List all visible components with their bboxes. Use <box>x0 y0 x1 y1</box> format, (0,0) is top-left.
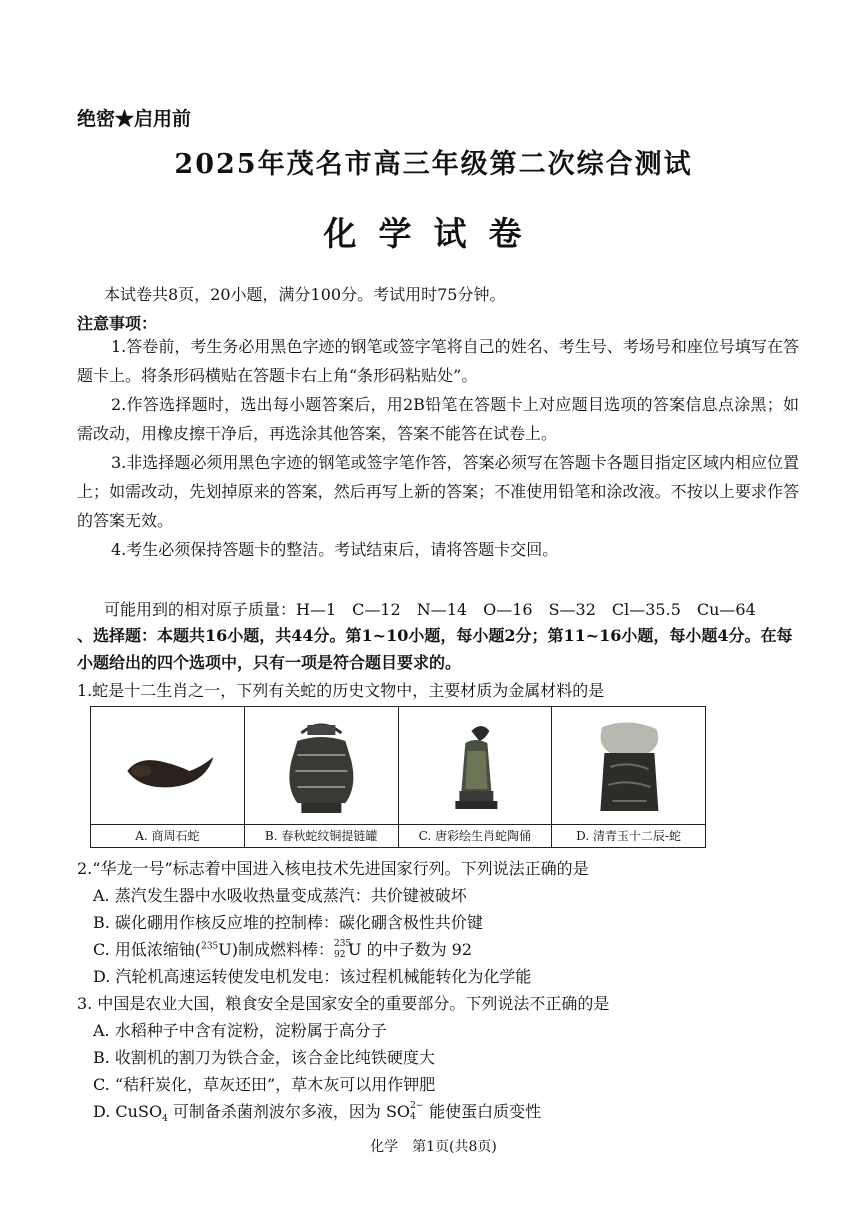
question-3-option-c: C. “秸秆炭化，草灰还田”，草木灰可以用作钾肥 <box>93 1075 436 1094</box>
atomic-masses: 可能用到的相对原子质量：H—1 C—12 N—14 O—16 S—32 Cl—35.5 Cu—64 <box>104 600 756 619</box>
question-3-option-d: D. CuSO$_4$ 可制备杀菌剂波尔多液，因为 SO 2− 4 能使蛋白质变性 <box>93 1100 542 1125</box>
question-2-stem: 2.“华龙一号”标志着中国进入核电技术先进国家行列。下列说法正确的是 <box>77 859 589 878</box>
question-1-stem: 1.蛇是十二生肖之一，下列有关蛇的历史文物中，主要材质为金属材料的是 <box>77 681 605 700</box>
option-a-cell <box>91 707 245 848</box>
option-c-cell <box>398 707 552 848</box>
option-b-label: B. 春秋蛇纹铜提链罐 <box>245 824 398 847</box>
exam-intro: 本试卷共8页，20小题，满分100分。考试用时75分钟。 <box>104 285 506 304</box>
page-footer: 化学 第1页(共8页) <box>370 1139 497 1155</box>
question-2-option-c: C. 用低浓缩铀($^{235}$U)制成燃料棒： 235 92 U 的中子数为 92 <box>93 938 473 960</box>
jade-carving-icon <box>552 711 705 823</box>
section-one-heading: 、选择题：本题共16小题，共44分。第1~10小题，每小题2分；第11~16小题，每小题4分。在每小题给出的四个选项中，只有一项是符合题目要求的。 <box>77 626 793 672</box>
confidential-mark: 绝密★启用前 <box>77 108 192 130</box>
question-2-option-a: A. 蒸汽发生器中水吸收热量变成蒸汽：共价键被破坏 <box>93 886 467 905</box>
stone-snake-icon <box>91 711 244 823</box>
note-item-4: 4.考生必须保持答题卡的整洁。考试结束后，请将答题卡交回。 <box>111 540 559 559</box>
question-2-option-b: B. 碳化硼用作核反应堆的控制棒：碳化硼含极性共价键 <box>93 913 483 932</box>
note-item-1: 1.答卷前，考生务必用黑色字迹的钢笔或签字笔将自己的姓名、考生号、考场号和座位号填写在答题卡上。将条形码横贴在答题卡右上角“条形码粘贴处”。 <box>77 337 799 385</box>
isotope-notation: 235 92 <box>334 938 352 960</box>
note-item-2: 2.作答选择题时，选出每小题答案后，用2B铅笔在答题卡上对应题目选项的答案信息点涂黑；如需改动，用橡皮擦干净后，再选涂其他答案，答案不能答在试卷上。 <box>77 395 799 443</box>
option-c-label: C. 唐彩绘生肖蛇陶俑 <box>399 824 552 847</box>
bronze-jar-icon <box>245 711 398 823</box>
question-3-stem: 3. 中国是农业大国，粮食安全是国家安全的重要部分。下列说法不正确的是 <box>77 994 610 1013</box>
question-3-option-a: A. 水稻种子中含有淀粉，淀粉属于高分子 <box>93 1021 387 1040</box>
subject-title: 化学试卷 <box>323 214 544 253</box>
pottery-figure-icon <box>399 711 552 823</box>
question-2-option-d: D. 汽轮机高速运转使发电机发电：该过程机械能转化为化学能 <box>93 967 532 986</box>
sulfate-notation: 2− 4 <box>410 1100 424 1122</box>
option-a-label: A. 商周石蛇 <box>91 824 244 847</box>
note-item-3: 3.非选择题必须用黑色字迹的钢笔或签字笔作答，答案必须写在答题卡各题目指定区域内相应位置上；如需改动，先划掉原来的答案，然后再写上新的答案；不准使用铅笔和涂改液。不按以上要求作答的答案无效。 <box>77 453 799 530</box>
option-d-cell <box>552 707 706 848</box>
option-b-cell <box>244 707 398 848</box>
notes-title: 注意事项： <box>77 314 158 333</box>
question-3-option-b: B. 收割机的割刀为铁合金，该合金比纯铁硬度大 <box>93 1048 435 1067</box>
exam-title: 2025年茂名市高三年级第二次综合测试 <box>174 149 693 180</box>
question-1-options-table <box>90 706 706 848</box>
option-d-label: D. 清青玉十二辰-蛇 <box>552 824 705 847</box>
